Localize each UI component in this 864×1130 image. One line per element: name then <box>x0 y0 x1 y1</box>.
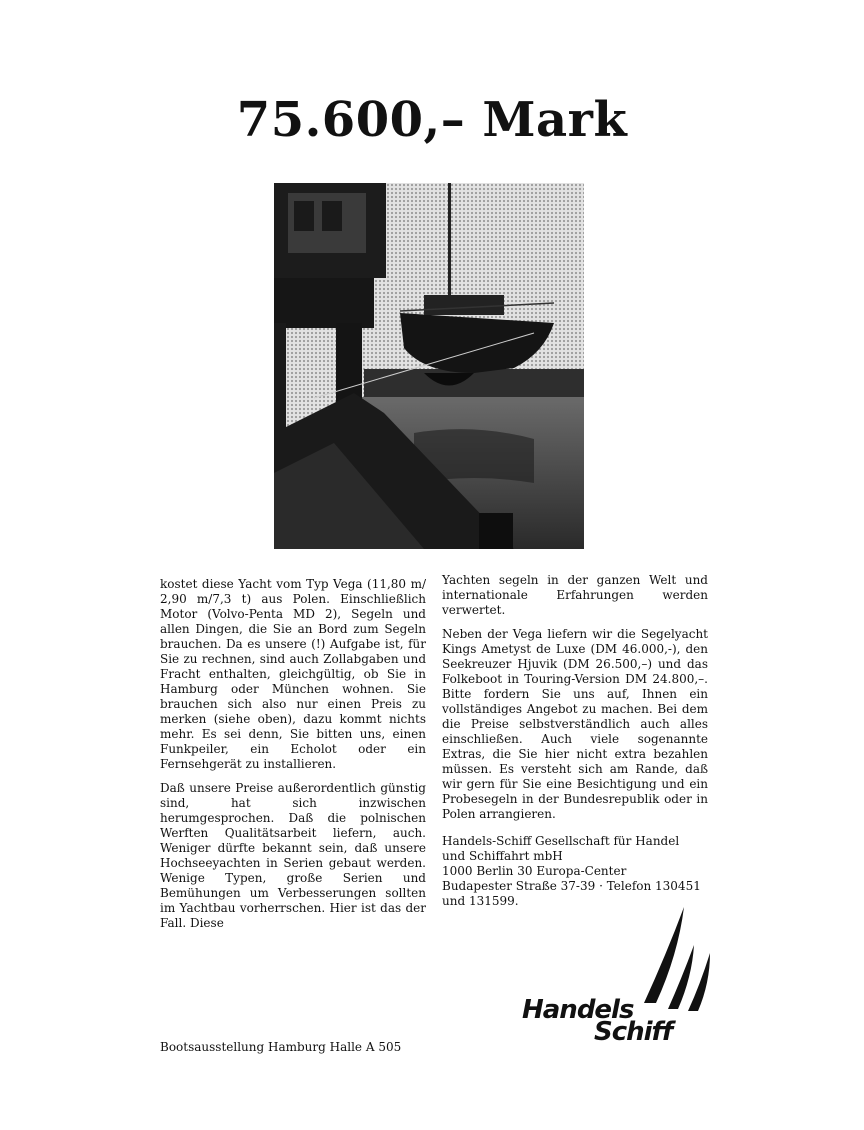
logo-text-handels: Handels <box>522 995 634 1025</box>
address-line-4: Budapester Straße 37-39 · Telefon 130451 <box>442 879 701 893</box>
right-column <box>442 573 708 909</box>
handels-schiff-logo <box>516 905 722 1051</box>
yacht-photo <box>274 183 584 549</box>
left-paragraph-1: kostet diese Yacht vom Typ Vega (11,80 m/ 2,90 m/7,3 t) aus Polen. Einschließlich Motor (Volvo-Penta MD 2), Segeln und allen Dingen, die Sie an Bord zum Segeln brauchen. Da es unsere (!) Aufgabe ist, für Sie zu rechnen, sind auch Zollabgaben und Fracht enthalten, gleichgültig, ob Sie in Hamburg oder München wohnen. Sie brauchen sich also nur einen Preis zu merken (siehe oben), dazu kommt nichts mehr. Es sei denn, Sie bitten uns, einen Funkpeiler, ein Echolot oder ein Fernsehgerät zu installieren. <box>160 577 426 771</box>
address-line-5: und 131599. <box>442 894 519 908</box>
footer-exhibition: Bootsausstellung Hamburg Halle A 505 <box>160 1040 402 1054</box>
address-line-1: Handels-Schiff Gesellschaft für Handel <box>442 834 680 848</box>
headline: 75.600,– Mark <box>236 92 628 148</box>
left-paragraph-2: Daß unsere Preise außerordentlich günstig sind, hat sich inzwischen herumgesprochen. Daß die polnischen Werften Qualitätsarbeit liefern, auch. Weniger dürfte bekannt sein, daß unsere Hochseeyachten in Serien gebaut werden. Wenige Typen, große Serien und Bemühungen um Verbesserungen sollten im Yachtbau vorherrschen. Hier ist das der Fall. Diese <box>160 781 426 930</box>
left-column <box>160 577 426 940</box>
logo-text-schiff: Schiff <box>594 1017 673 1047</box>
address-line-3: 1000 Berlin 30 Europa-Center <box>442 864 627 878</box>
right-paragraph-2: Neben der Vega liefern wir die Segelyacht Kings Ametyst de Luxe (DM 46.000,-), den Seekreuzer Hjuvik (DM 26.500,–) und das Folkeboot in Touring-Version DM 24.800,–. Bitte fordern Sie uns auf, Ihnen ein vollständiges Angebot zu machen. Bei dem die Preise selbstverständlich auch alles einschließen. Auch viele sogenannte Extras, die Sie hier nicht extra bezahlen müssen. Es versteht sich am Rande, daß wir gern für Sie eine Besichtigung und ein Probesegeln in der Bundesrepublik oder in Polen arrangieren. <box>442 627 708 821</box>
company-address <box>442 834 708 909</box>
address-line-2: und Schiffahrt mbH <box>442 849 563 863</box>
yacht-photo-image <box>274 183 584 549</box>
right-paragraph-1: Yachten segeln in der ganzen Welt und internationale Erfahrungen werden verwertet. <box>442 573 708 617</box>
